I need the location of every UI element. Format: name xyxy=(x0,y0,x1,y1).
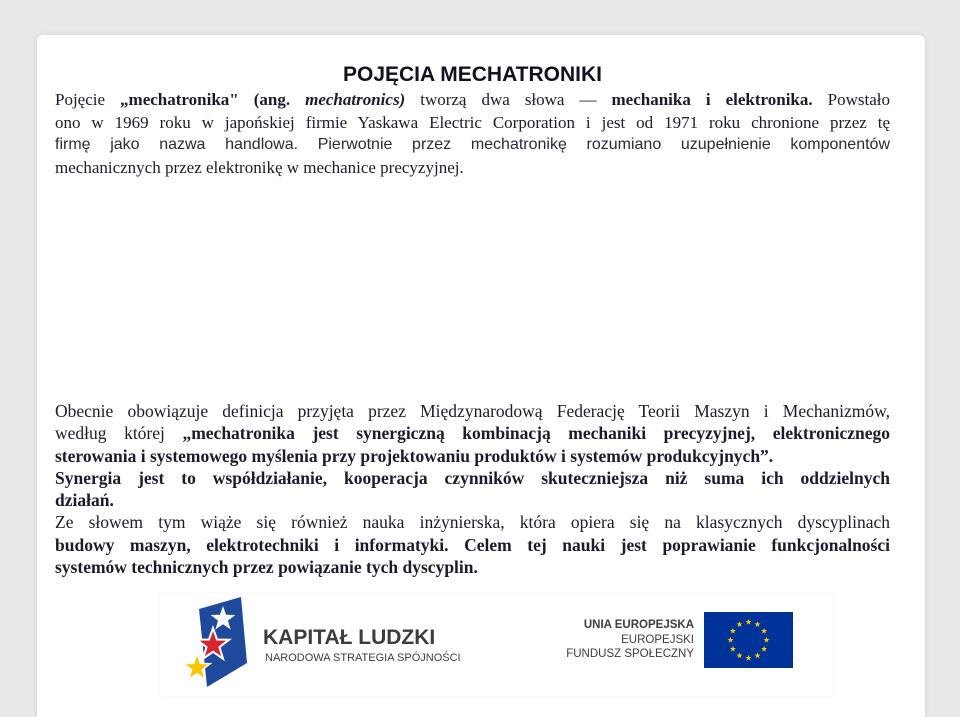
text-line xyxy=(55,400,890,422)
bold-text-run: systemów technicznych przez powiązanie tych dyscyplin. xyxy=(55,557,478,578)
text-run: Pojęcie xyxy=(55,90,121,109)
eu-flag-icon xyxy=(704,612,793,668)
text-line xyxy=(55,112,890,135)
bold-text-run: Synergia jest to współdziałanie, kooperacja czynników skuteczniejsza niż suma ich oddzielnych xyxy=(55,467,890,488)
text-run: tworzą dwa słowa — xyxy=(405,90,612,109)
kapital-ludzki-emblem-icon xyxy=(183,597,247,689)
text-run: Ze słowem tym wiąże się również nauka inżynierska, która opiera się na klasycznych dyscyplinach xyxy=(55,512,890,533)
paragraph-definition xyxy=(55,400,890,578)
bold-text-run: „mechatronika jest synergiczną kombinacją mechaniki precyzyjnej, elektronicznego xyxy=(182,423,890,444)
text-line xyxy=(55,534,890,556)
bold-text-run: mechanika i elektronika. xyxy=(611,90,813,109)
bold-text-run: „mechatronika" (ang. xyxy=(120,90,306,109)
text-run: Powstało xyxy=(812,90,890,109)
eu-logo-line: EUROPEJSKI xyxy=(621,633,694,646)
text-run: mechanicznych przez elektronikę w mechanice precyzyjnej. xyxy=(55,158,464,178)
paragraph-intro xyxy=(55,89,890,180)
eu-social-fund-logo-text xyxy=(540,618,694,662)
eu-logo-line: FUNDUSZ SPOŁECZNY xyxy=(566,648,694,660)
text-run: według której xyxy=(55,423,183,444)
slide-title: POJĘCIA MECHATRONIKI xyxy=(342,63,602,86)
text-line xyxy=(55,489,890,511)
text-line xyxy=(55,445,890,467)
text-run: firmę jako nazwa handlowa. Pierwotnie przez mechatronikę rozumiano uzupełnienie komponentów xyxy=(55,136,890,154)
kapital-ludzki-logo-text: KAPITAŁ LUDZKI xyxy=(263,626,436,649)
bold-italic-text-run: mechatronics) xyxy=(305,90,406,109)
bold-text-run: działań. xyxy=(55,490,114,511)
bold-text-run: sterowania i systemowego myślenia przy projektowaniu produktów i systemów produkcyjnych”. xyxy=(55,445,774,466)
text-line xyxy=(55,422,890,444)
text-line xyxy=(55,89,890,112)
text-line xyxy=(55,157,890,180)
text-line xyxy=(55,511,890,533)
text-run: Obecnie obowiązuje definicja przyjęta przez Międzynarodową Federację Teorii Maszyn i Mechanizmów, xyxy=(55,401,890,421)
text-line xyxy=(55,467,890,489)
text-run: ono w 1969 roku w japońskiej firmie Yaskawa Electric Corporation i jest od 1971 roku chronione przez tę xyxy=(55,112,890,132)
text-line xyxy=(55,134,890,157)
text-line xyxy=(55,556,890,578)
kapital-ludzki-tagline: NARODOWA STRATEGIA SPÓJNOŚCI xyxy=(265,652,461,664)
eu-logo-line: UNIA EUROPEJSKA xyxy=(583,619,694,631)
bold-text-run: budowy maszyn, elektrotechniki i informatyki. Celem tej nauki jest poprawianie funkcjonalności xyxy=(55,534,890,555)
